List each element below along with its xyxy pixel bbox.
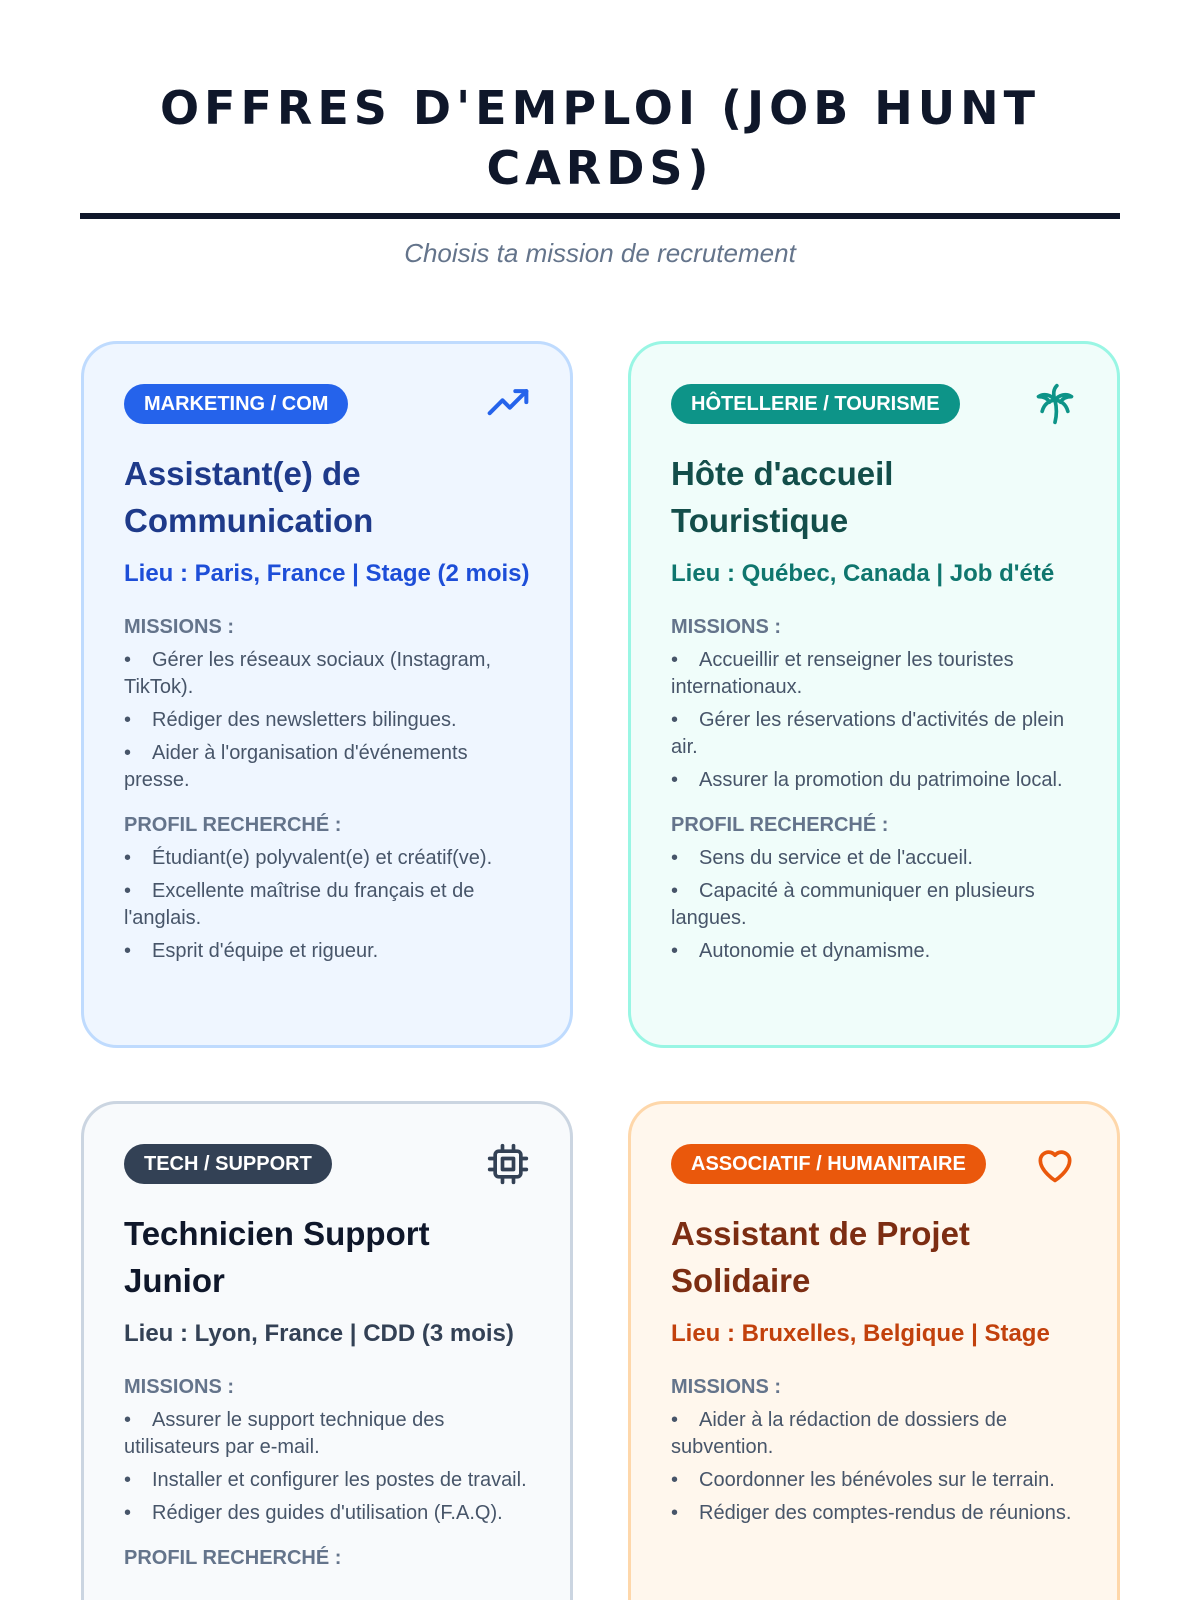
- list-item: • Étudiant(e) polyvalent(e) et créatif(ve).: [124, 847, 493, 869]
- missions-list: [124, 1407, 530, 1527]
- category-badge: ASSOCIATIF / HUMANITAIRE: [671, 1144, 986, 1184]
- list-item: • Excellente maîtrise du français et de l'anglais.: [124, 880, 475, 929]
- page-subtitle: Choisis ta mission de recrutement: [404, 238, 796, 268]
- list-item: • Assurer le support technique des utilisateurs par e-mail.: [124, 1409, 445, 1458]
- category-badge: HÔTELLERIE / TOURISME: [671, 384, 960, 424]
- page-header: [80, 78, 1120, 198]
- job-card-humanitarian[interactable]: [628, 1101, 1120, 1600]
- list-item: • Rédiger des newsletters bilingues.: [124, 709, 457, 731]
- list-item: • Sens du service et de l'accueil.: [671, 847, 973, 869]
- page-title: OFFRES D'EMPLOI (JOB HUNT CARDS): [159, 81, 1041, 195]
- profile-label: PROFIL RECHERCHÉ :: [124, 1547, 342, 1569]
- category-badge: TECH / SUPPORT: [124, 1144, 332, 1184]
- list-item: • Capacité à communiquer en plusieurs langues.: [671, 880, 1035, 929]
- job-title: Assistant de Projet Solidaire: [671, 1215, 970, 1299]
- list-item: • Esprit d'équipe et rigueur.: [124, 940, 379, 962]
- list-item: • Accueillir et renseigner les touristes internationaux.: [671, 649, 1014, 698]
- list-item: • Installer et configurer les postes de travail.: [124, 1469, 527, 1491]
- missions-list: [671, 1407, 1077, 1527]
- palm-tree-icon: [1033, 382, 1077, 426]
- trending-up-icon: [486, 382, 530, 426]
- job-location: Lieu : Lyon, France | CDD (3 mois): [124, 1320, 514, 1347]
- job-card-marketing[interactable]: [81, 341, 573, 1048]
- missions-list: [124, 647, 530, 794]
- list-item: • Gérer les réservations d'activités de plein air.: [671, 709, 1065, 758]
- profile-list: [124, 845, 530, 965]
- job-location: Lieu : Québec, Canada | Job d'été: [671, 560, 1055, 587]
- job-title: Technicien Support Junior: [124, 1215, 430, 1299]
- heart-icon: [1033, 1142, 1077, 1186]
- profile-label: PROFIL RECHERCHÉ :: [671, 814, 889, 836]
- job-location: Lieu : Paris, France | Stage (2 mois): [124, 560, 530, 587]
- missions-label: MISSIONS :: [124, 1376, 235, 1398]
- job-card-tech[interactable]: [81, 1101, 573, 1600]
- job-card-tourism[interactable]: [628, 341, 1120, 1048]
- missions-label: MISSIONS :: [671, 1376, 782, 1398]
- list-item: • Rédiger des comptes-rendus de réunions.: [671, 1502, 1072, 1524]
- missions-label: MISSIONS :: [124, 616, 235, 638]
- job-location: Lieu : Bruxelles, Belgique | Stage: [671, 1320, 1050, 1347]
- title-divider: [80, 213, 1120, 219]
- profile-list: [671, 845, 1077, 965]
- category-badge: MARKETING / COM: [124, 384, 348, 424]
- list-item: • Gérer les réseaux sociaux (Instagram, TikTok).: [124, 649, 492, 698]
- list-item: • Assurer la promotion du patrimoine local.: [671, 769, 1063, 791]
- list-item: • Rédiger des guides d'utilisation (F.A.Q).: [124, 1502, 503, 1524]
- missions-label: MISSIONS :: [671, 616, 782, 638]
- profile-label: PROFIL RECHERCHÉ :: [124, 814, 342, 836]
- list-item: • Coordonner les bénévoles sur le terrain.: [671, 1469, 1055, 1491]
- missions-list: [671, 647, 1077, 794]
- list-item: • Aider à l'organisation d'événements presse.: [124, 742, 468, 791]
- job-title: Assistant(e) de Communication: [124, 455, 374, 539]
- cpu-chip-icon: [486, 1142, 530, 1186]
- list-item: • Autonomie et dynamisme.: [671, 940, 931, 962]
- list-item: • Aider à la rédaction de dossiers de subvention.: [671, 1409, 1007, 1458]
- job-title: Hôte d'accueil Touristique: [671, 455, 894, 539]
